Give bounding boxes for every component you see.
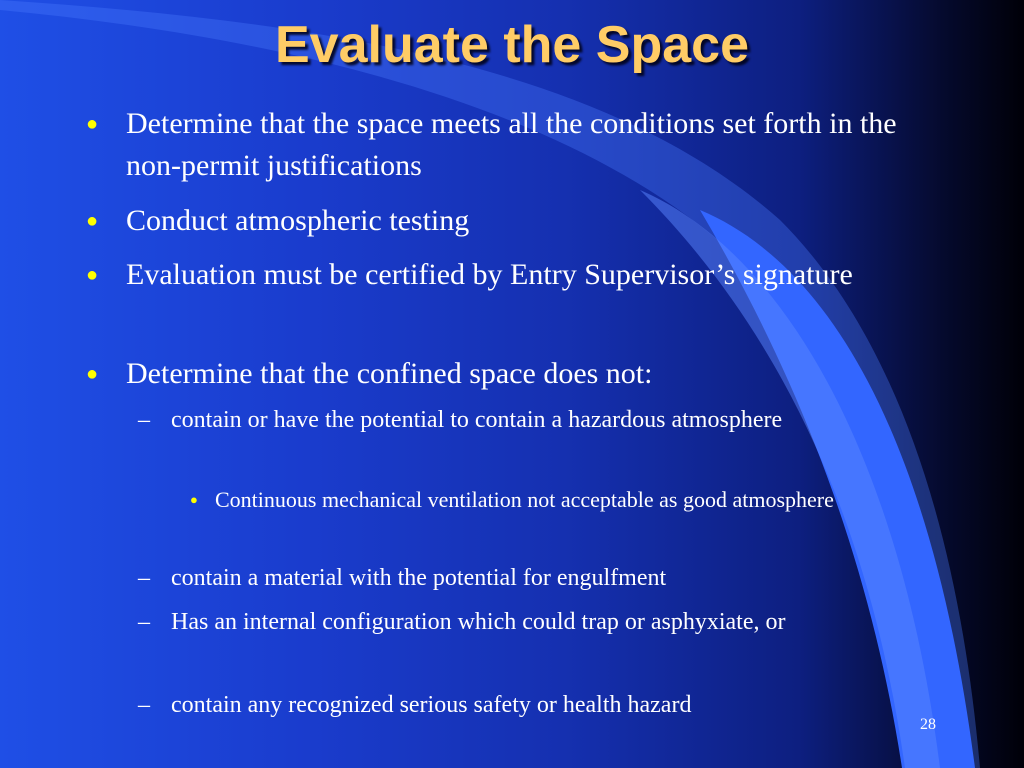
list-item (86, 200, 906, 242)
page-number: 28 (920, 716, 936, 733)
sub-bullet-text: contain any recognized serious safety or health hazard (171, 692, 692, 718)
list-item (86, 103, 906, 187)
dash-icon: – (138, 609, 150, 635)
sub-list-item (138, 686, 868, 724)
dash-icon: – (138, 692, 150, 718)
sub-list-item (138, 559, 868, 597)
bullet-icon: ● (86, 264, 99, 286)
bullet-icon: ● (86, 210, 99, 232)
list-item (86, 254, 906, 296)
sub-bullet-text: contain a material with the potential for engulfment (171, 565, 667, 591)
sub-bullet-text: contain or have the potential to contain a hazardous atmosphere (171, 407, 783, 433)
sub-sub-bullet-text: Continuous mechanical ventilation not acceptable as good atmosphere (215, 487, 834, 512)
sub-bullet-text: Has an internal configuration which could trap or asphyxiate, or (171, 609, 786, 635)
dash-icon: – (138, 407, 150, 433)
bullet-text: Evaluation must be certified by Entry Supervisor’s signature (126, 258, 853, 291)
sub-list-item (138, 401, 868, 439)
bullet-icon: ● (86, 363, 99, 385)
bullet-text: Determine that the space meets all the conditions set forth in the non-permit justifications (126, 107, 897, 182)
sub-list-item (138, 603, 868, 641)
bullet-text: Conduct atmospheric testing (126, 204, 470, 237)
dash-icon: – (138, 565, 150, 591)
bullet-icon: ● (86, 113, 99, 135)
sub-sub-list-item (190, 482, 890, 517)
list-item (86, 353, 906, 395)
slide-title: Evaluate the Space (275, 16, 749, 74)
bullet-text: Determine that the confined space does not: (126, 357, 653, 390)
bullet-icon: ● (190, 492, 198, 507)
